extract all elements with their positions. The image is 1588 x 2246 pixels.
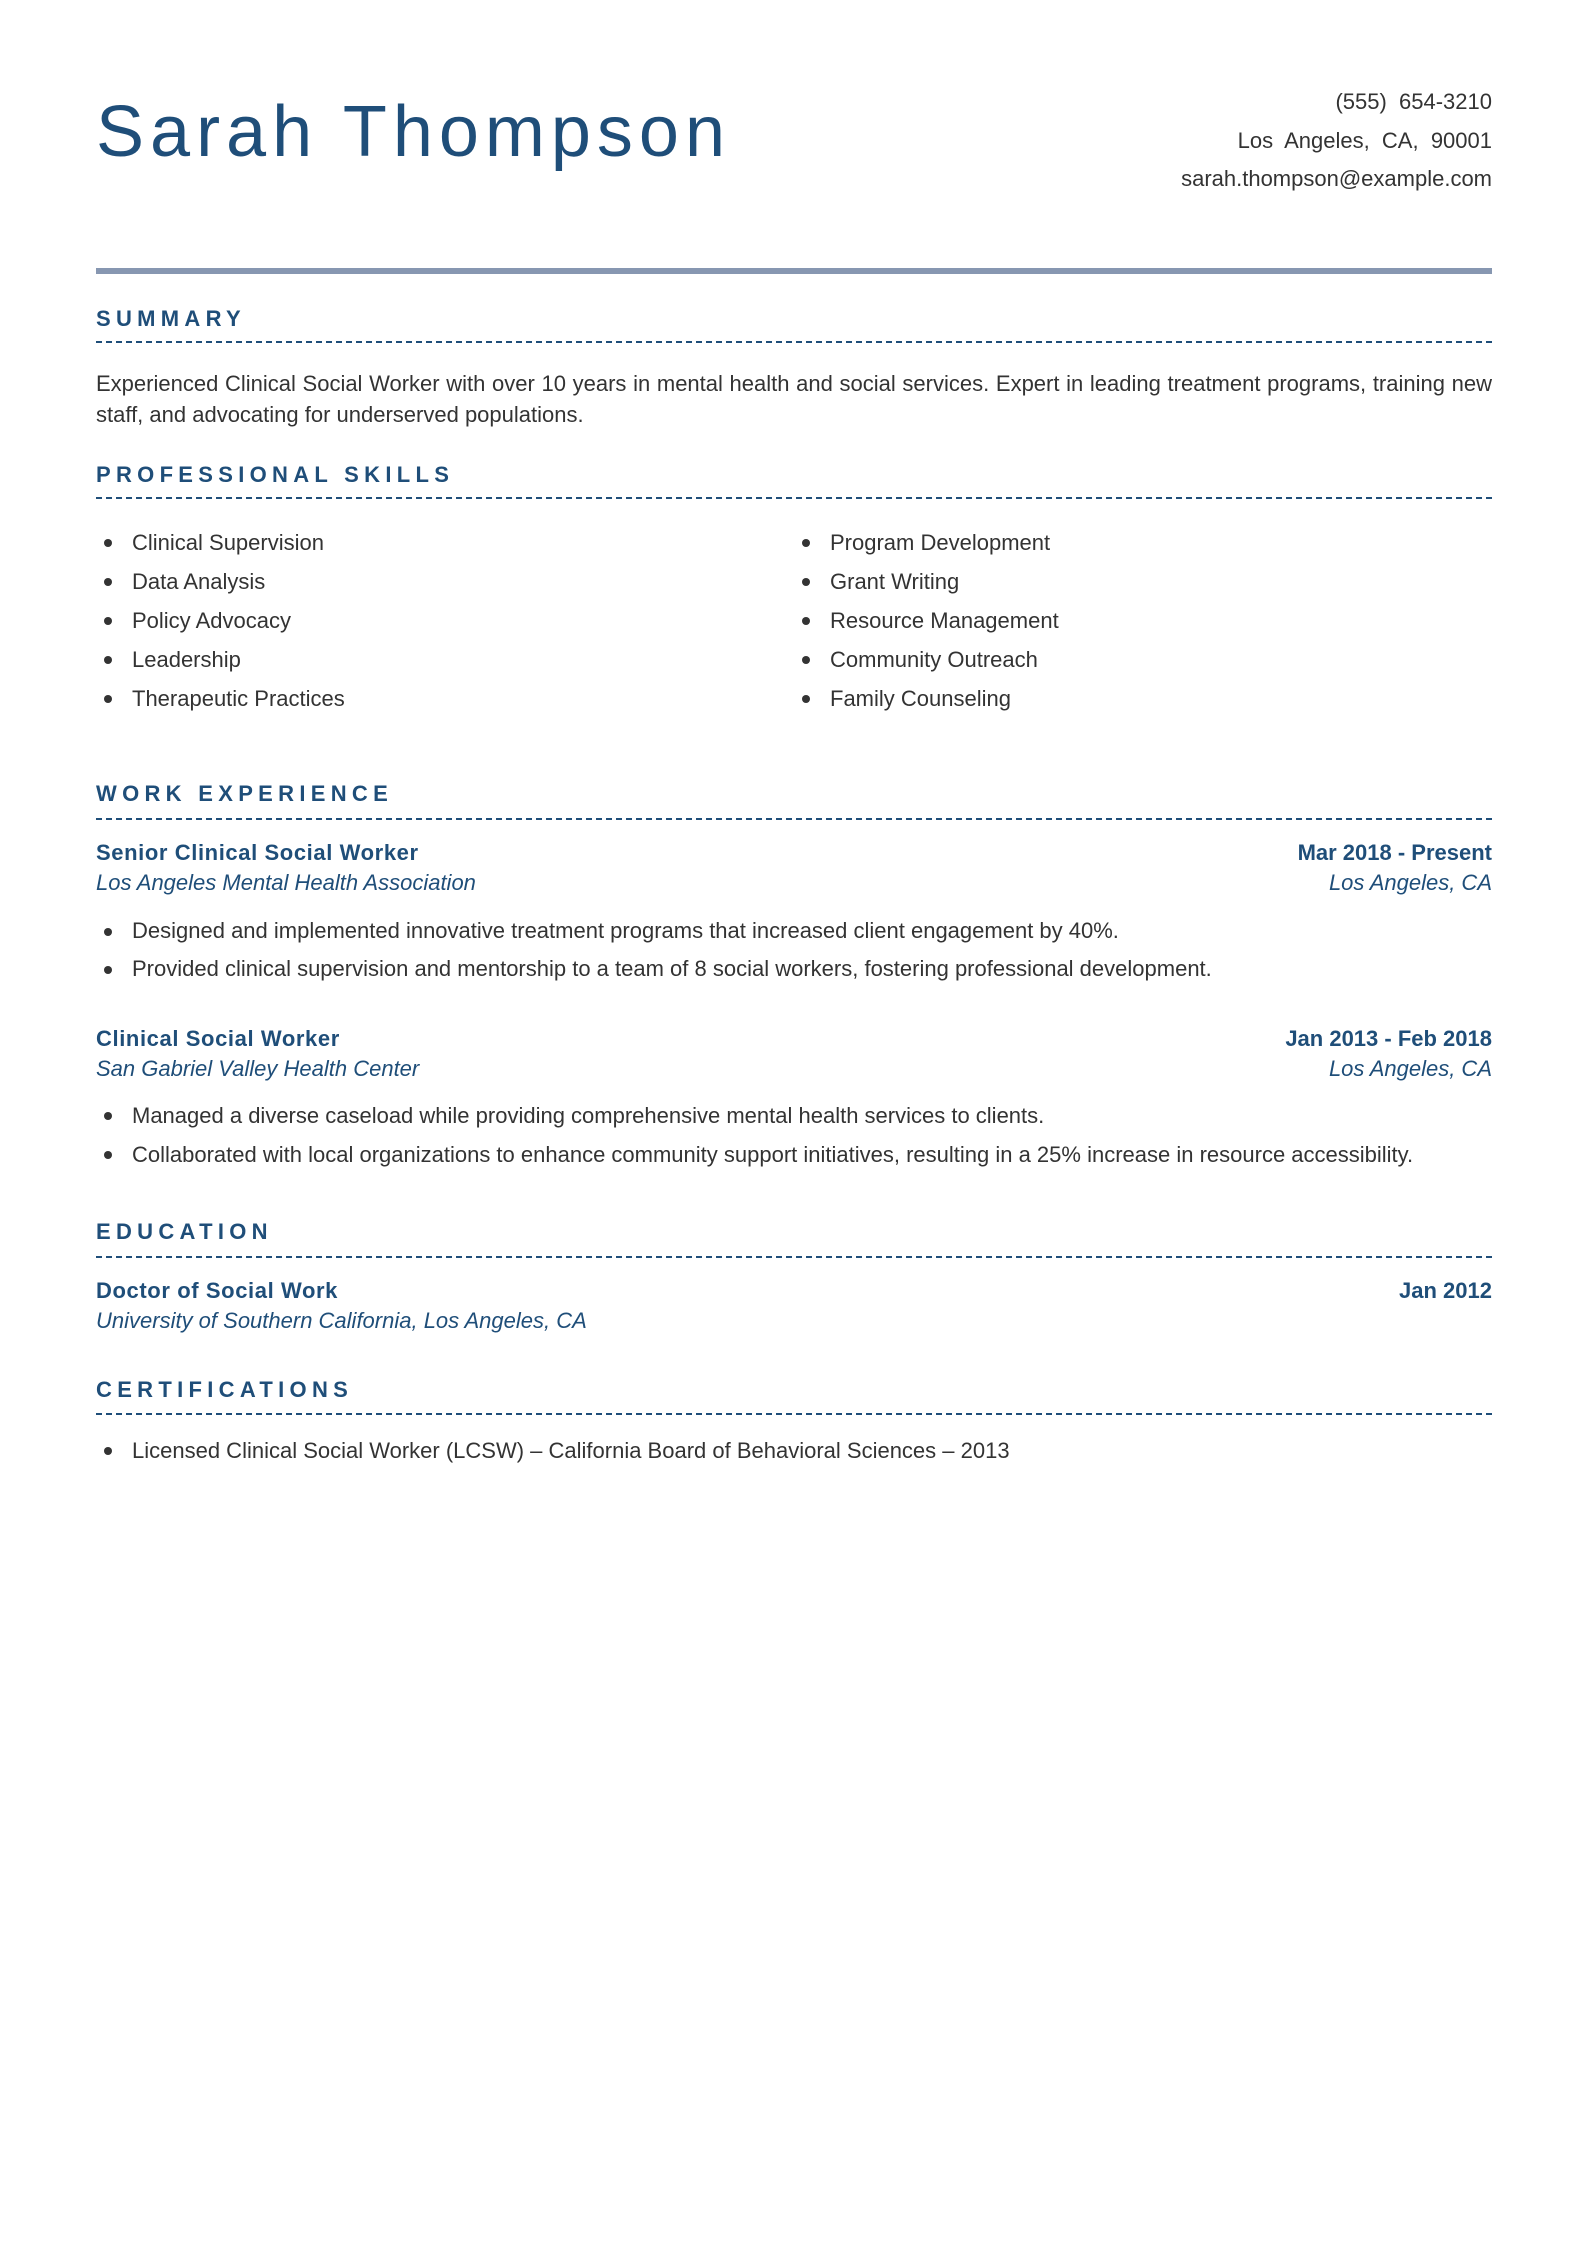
- degree-title: Doctor of Social Work: [96, 1278, 338, 1303]
- skills-grid: [96, 523, 1492, 718]
- job-bullets: [96, 912, 1492, 988]
- education-section: [96, 1219, 1492, 1336]
- job-location: Los Angeles, CA: [1328, 1056, 1492, 1081]
- job-dates: Jan 2013 - Feb 2018: [1285, 1026, 1492, 1051]
- skill-item: Therapeutic Practices: [96, 679, 794, 718]
- candidate-name: Sarah Thompson: [96, 92, 732, 172]
- summary-section: [96, 306, 1492, 430]
- bullet-icon: [104, 695, 112, 703]
- job-header: [96, 838, 1492, 868]
- skill-item: Grant Writing: [794, 562, 1492, 601]
- job-entry: [96, 838, 1492, 988]
- bullet-icon: [104, 617, 112, 625]
- school-name: University of Southern California, Los Angeles, CA: [96, 1308, 587, 1333]
- contact-address: Los Angeles, CA, 90001: [1237, 127, 1492, 153]
- skill-item: Policy Advocacy: [96, 601, 794, 640]
- section-heading-summary: SUMMARY: [96, 306, 1492, 343]
- resume-header: [96, 0, 1492, 268]
- education-entry: [96, 1276, 1492, 1336]
- bullet-icon: [802, 539, 810, 547]
- summary-text: Experienced Clinical Social Worker with over 10 years in mental health and social services. Expert in leading treatment programs, training new staff, and advocating for underserved populations.: [96, 371, 1492, 427]
- section-heading-education: EDUCATION: [96, 1219, 1492, 1258]
- skill-item: Family Counseling: [794, 679, 1492, 718]
- job-organization: San Gabriel Valley Health Center: [96, 1056, 420, 1081]
- contact-info: [1181, 83, 1492, 199]
- certification-list: [96, 1431, 1492, 1470]
- bullet-icon: [104, 539, 112, 547]
- job-entry: [96, 1024, 1492, 1174]
- section-heading-certifications: CERTIFICATIONS: [96, 1377, 1492, 1415]
- bullet-icon: [104, 1151, 112, 1159]
- education-header: [96, 1276, 1492, 1306]
- job-subheader: [96, 868, 1492, 898]
- skills-column-left: [96, 523, 794, 718]
- contact-phone: (555) 654-3210: [1335, 89, 1492, 114]
- resume-page: [96, 0, 1492, 1470]
- degree-date: Jan 2012: [1399, 1278, 1492, 1303]
- job-dates: Mar 2018 - Present: [1297, 840, 1492, 865]
- skills-column-right: [794, 523, 1492, 718]
- bullet-icon: [802, 578, 810, 586]
- job-subheader: [96, 1054, 1492, 1084]
- skill-item: Community Outreach: [794, 640, 1492, 679]
- bullet-icon: [802, 695, 810, 703]
- job-bullet: Managed a diverse caseload while providing comprehensive mental health services to clients.: [96, 1096, 1492, 1135]
- skill-item: Clinical Supervision: [96, 523, 794, 562]
- skill-item: Resource Management: [794, 601, 1492, 640]
- job-bullet: Provided clinical supervision and mentorship to a team of 8 social workers, fostering professional development.: [96, 950, 1492, 988]
- job-title: Clinical Social Worker: [96, 1026, 340, 1051]
- job-title: Senior Clinical Social Worker: [96, 840, 419, 865]
- job-bullets: [96, 1096, 1492, 1174]
- job-bullet: Collaborated with local organizations to enhance community support initiatives, resulting in a 25% increase in resource accessibility.: [96, 1135, 1492, 1174]
- bullet-icon: [104, 928, 112, 936]
- skill-item: Leadership: [96, 640, 794, 679]
- bullet-icon: [104, 578, 112, 586]
- skills-section: [96, 462, 1492, 718]
- bullet-icon: [104, 1112, 112, 1120]
- contact-email[interactable]: sarah.thompson@example.com: [1181, 166, 1492, 191]
- education-subheader: [96, 1306, 1492, 1336]
- bullet-icon: [104, 656, 112, 664]
- job-bullet: Designed and implemented innovative treatment programs that increased client engagement by 40%.: [96, 912, 1492, 950]
- header-divider: [96, 268, 1492, 274]
- section-heading-experience: WORK EXPERIENCE: [96, 781, 1492, 820]
- section-heading-skills: PROFESSIONAL SKILLS: [96, 462, 1492, 499]
- job-header: [96, 1024, 1492, 1054]
- bullet-icon: [802, 617, 810, 625]
- bullet-icon: [104, 966, 112, 974]
- job-organization: Los Angeles Mental Health Association: [96, 870, 476, 895]
- certifications-section: [96, 1377, 1492, 1470]
- bullet-icon: [802, 656, 810, 664]
- experience-section: [96, 781, 1492, 1174]
- bullet-icon: [104, 1447, 112, 1455]
- certification-item: Licensed Clinical Social Worker (LCSW) – California Board of Behavioral Sciences – 2013: [96, 1431, 1492, 1470]
- skill-item: Data Analysis: [96, 562, 794, 601]
- skill-item: Program Development: [794, 523, 1492, 562]
- job-location: Los Angeles, CA: [1328, 870, 1492, 895]
